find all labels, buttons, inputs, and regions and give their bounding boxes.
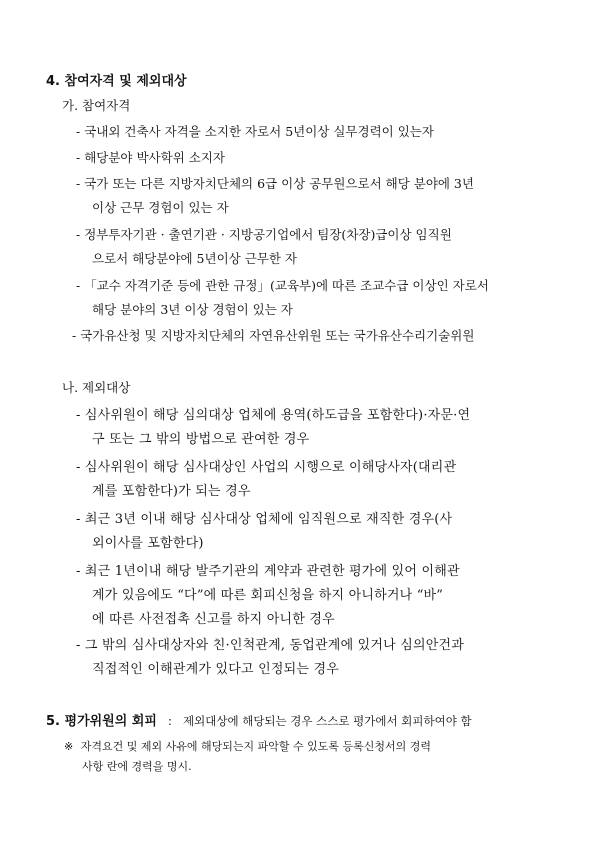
section-5-text: 제외대상에 해당되는 경우 스스로 평가에서 회피하여야 함 (183, 714, 472, 728)
list-item: - 국가유산청 및 지방자치단체의 자연유산위원 또는 국가유산수리기술위원 (72, 328, 475, 343)
list-item-continuation: 해당 분야의 3년 이상 경험이 있는 자 (92, 302, 293, 317)
list-item-continuation: 이상 근무 경험이 있는 자 (92, 200, 229, 215)
list-item: - 정부투자기관 · 출연기관 · 지방공기업에서 팀장(차장)급이상 임직원 (76, 227, 452, 242)
section-4-title: 4. 참여자격 및 제외대상 (46, 74, 187, 89)
part-a-label: 가. 참여자격 (62, 98, 131, 113)
list-item: - 심사위원이 해당 심의대상 업체에 용역(하도급을 포함한다)·자문·연 (76, 408, 471, 423)
list-item: - 최근 3년 이내 해당 심사대상 업체에 임직원으로 재직한 경우(사 (76, 512, 453, 527)
note-mark: ※ (64, 740, 74, 753)
section-5-colon: : (168, 714, 172, 728)
list-item: - 국가 또는 다른 지방자치단체의 6급 이상 공무원으로서 해당 분야에 3년 (76, 176, 474, 191)
list-item: - 「교수 자격기준 등에 관한 규정」(교육부)에 따른 조교수급 이상인 자로서 (76, 278, 489, 293)
list-item-continuation: 에 따른 사전접촉 신고를 하지 아니한 경우 (92, 612, 335, 627)
note-text-line2: 사항 란에 경력을 명시. (82, 760, 192, 773)
section-5-title: 5. 평가위원의 회피 (46, 714, 157, 729)
list-item-continuation: 으로서 해당분야에 5년이상 근무한 자 (92, 251, 297, 266)
list-item: - 심사위원이 해당 심사대상인 사업의 시행으로 이해당사자(대리관 (76, 460, 457, 475)
list-item-continuation: 직접적인 이해관계가 있다고 인정되는 경우 (92, 662, 339, 677)
list-item-continuation: 계를 포함한다)가 되는 경우 (92, 484, 251, 499)
list-item: - 그 밖의 심사대상자와 친·인척관계, 동업관계에 있거나 심의안건과 (76, 638, 465, 653)
list-item: - 최근 1년이내 해당 발주기관의 계약과 관련한 평가에 있어 이해관 (76, 564, 460, 579)
list-item-continuation: 구 또는 그 밖의 방법으로 관여한 경우 (92, 432, 310, 447)
list-item: - 해당분야 박사학위 소지자 (76, 150, 225, 165)
section-5-line (46, 710, 472, 729)
list-item-continuation: 계가 있음에도 “다”에 따른 회피신청을 하지 아니하거나 “바” (92, 588, 444, 603)
list-item-continuation: 외이사를 포함한다) (92, 536, 204, 551)
note-text-line1: 자격요건 및 제외 사유에 해당되는지 파악할 수 있도록 등록신청서의 경력 (80, 740, 431, 753)
note-line (64, 738, 431, 754)
part-b-label: 나. 제외대상 (62, 380, 131, 395)
list-item: - 국내외 건축사 자격을 소지한 자로서 5년이상 실무경력이 있는자 (76, 124, 434, 139)
